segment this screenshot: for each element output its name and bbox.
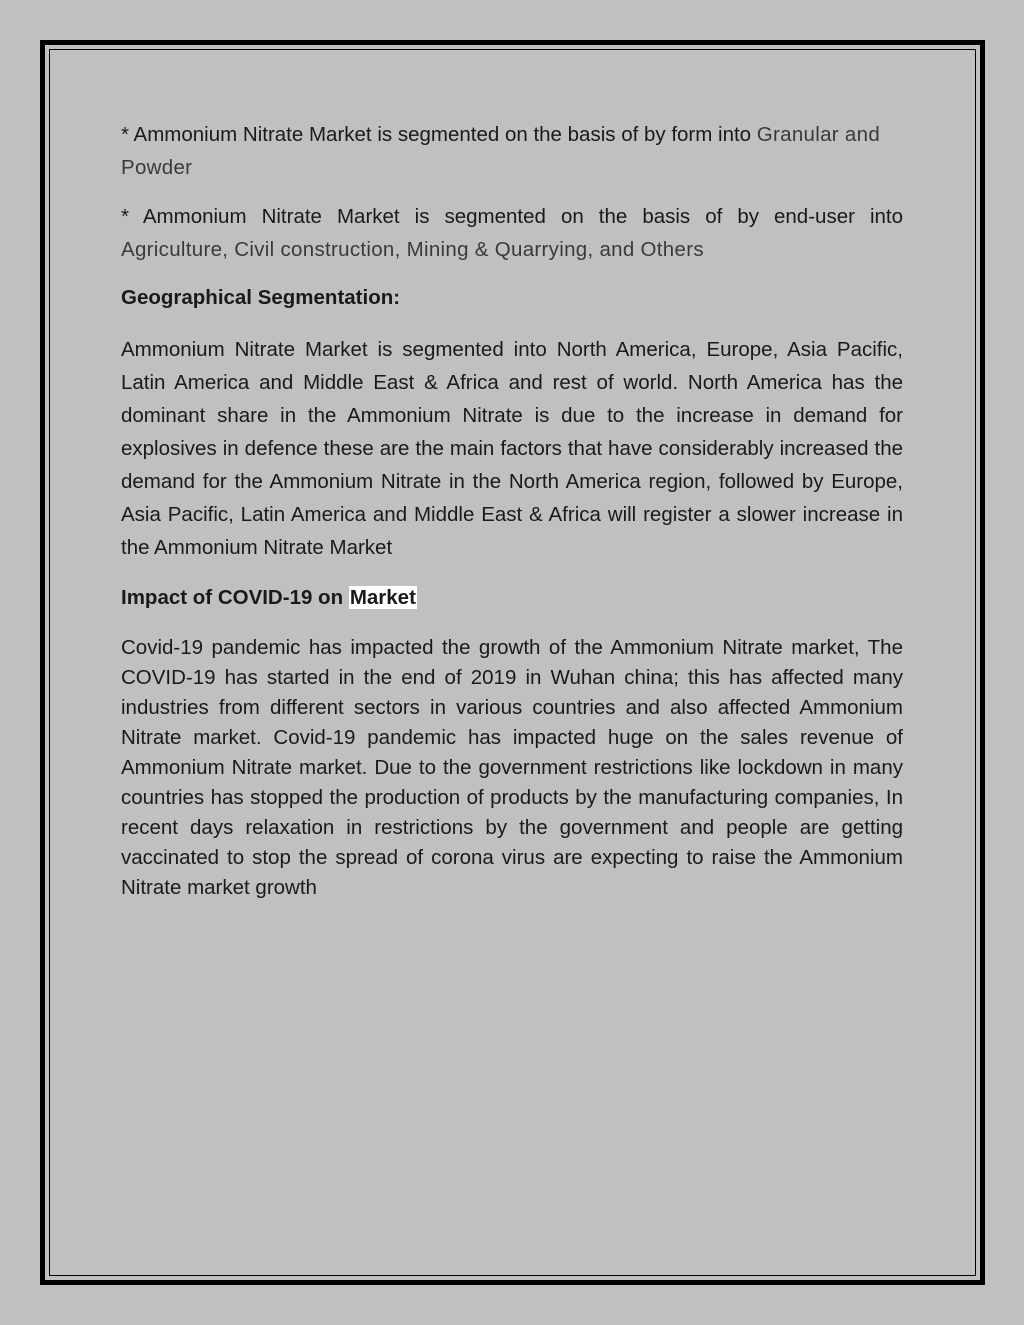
covid-heading-highlight: Market — [349, 586, 416, 609]
segment-enduser-text: * Ammonium Nitrate Market is segmented on the basis of by end-user into — [121, 205, 903, 228]
segment-form-text: * Ammonium Nitrate Market is segmented on the basis of by form into — [121, 123, 757, 146]
segment-enduser-values: Agriculture, Civil construction, Mining & Quarrying, and Others — [121, 238, 704, 261]
covid-heading-text: Impact of COVID-19 on — [121, 586, 349, 609]
geo-heading: Geographical Segmentation: — [121, 286, 401, 309]
covid-heading — [121, 583, 903, 613]
covid-body: Covid-19 pandemic has impacted the growth of the Ammonium Nitrate market, The COVID-19 has started in the end of 2019 in Wuhan china; this has affected many industries from different sectors in various countries and also affected Ammonium Nitrate market. Covid-19 pandemic has impacted huge on the sales revenue of Ammonium Nitrate market. Due to the government restrictions like lockdown in many countries has stopped the production of products by the manufacturing companies, In recent days relaxation in restrictions by the government and people are getting vaccinated to stop the spread of corona virus are expecting to raise the Ammonium Nitrate market growth — [121, 636, 903, 899]
geo-body: Ammonium Nitrate Market is segmented into North America, Europe, Asia Pacific, Latin America and Middle East & Africa and rest of world. North America has the dominant share in the Ammonium Nitrate is due to the increase in demand for explosives in defence these are the main factors that have considerably increased the demand for the Ammonium Nitrate in the North America region, followed by Europe, Asia Pacific, Latin America and Middle East & Africa will register a slower increase in the Ammonium Nitrate Market — [121, 338, 903, 559]
document-content — [121, 118, 903, 903]
segment-enduser-paragraph — [121, 200, 903, 266]
segment-form-paragraph — [121, 118, 903, 184]
segment-form-values: Granular and Powder — [121, 123, 881, 179]
